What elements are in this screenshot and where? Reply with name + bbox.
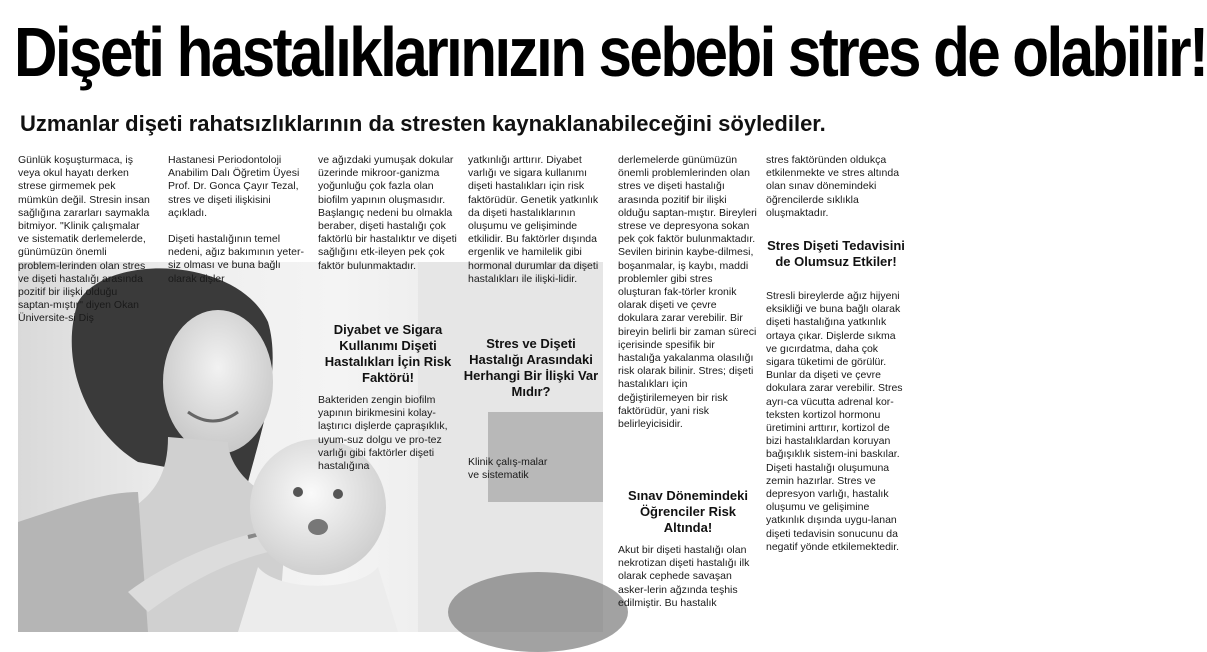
column-2-text-b: Dişeti hastalığının temel nedeni, ağız bakımının yeter-siz olması ve buna bağlı olarak dişler [168,233,304,285]
box-diyabet-text: Bakteriden zengin biofilm yapının birikmesini kolay-laştırıcı dişlerde çapraşıklık, uyum-suz dolgu ve pro-tez varlığı gibi faktörler dişeti hastalığına [318,394,448,473]
box-tedavi-title: Stres Dişeti Tedavisini de Olumsuz Etkiler! [767,238,905,269]
box-sinav-title: Sınav Dönemindeki Öğrenciler Risk Altında! [628,488,748,535]
column-1-text: Günlük koşuşturmaca, iş veya okul hayatı derken strese girmemek pek mümkün değil. Stresin insan sağlığına zararları saymakla bitmiyor. "Klinik çalışmalar ve sistematik derlemelerde, günümüzün önemli problem-lerinden olan stres ve dişeti hastalığı arasında pozitif bir ilişki olduğu saptan-mıştır" diyen Okan Üniversite-si Diş [18,154,150,325]
box-stres-text: Klinik çalış-malar ve sistematik [468,456,548,482]
box-diyabet-title: Diyabet ve Sigara Kullanımı Dişeti Hastalıkları İçin Risk Faktörü! [324,322,452,385]
column-5 [618,154,758,431]
column-2-text: Hastanesi Periodontoloji Anabilim Dalı Öğretim Üyesi Prof. Dr. Gonca Çayır Tezal, stres ve dişeti ilişkisini açıkladı. [168,154,300,219]
subheadline: Uzmanlar dişeti rahatsızlıklarının da stresten kaynaklanabileceğini söylediler. [20,111,826,136]
column-5-text: derlemelerde günümüzün önemli problemlerinden olan stres ve dişeti hastalığı arasında pozitif bir ilişki olduğu saptan-mıştır. Bireyleri strese ve depresyona sokan pek çok faktör bulunmaktadır. Sevilen birinin kaybe-dilmesi, boşanmalar, iş kaybı, maddi problemler gibi stres oluşturan fak-törler kronik olarak dişeti ve çevre dokulara zarar verebilir. Bir bireyin belirli bir zaman süreci içerisinde spesifik bir hastalığa yakalanma olasılığı risk olarak bilinir. Stres; dişeti hastalıkları için değiştirilemeyen bir risk faktörüdür, yani risk belirleyicisidir. [618,154,757,431]
column-6-text-b: Stresli bireylerde ağız hijyeni eksikliği ve buna bağlı olarak dişeti hastalığına yatkınlık ortaya çıkar. Dişlerde sıkma ve gıcırdatma, daha çok sigara tüketimi de görülür. Bunlar da dişeti ve çevre dokulara zarar verebilir. Stres ayrı-ca vücutta adrenal kor-teksten kortizol hormonu üretimini arttırır, kortizol de bizi hastalıklardan koruyan bağışıklık sistem-ini baskılar. Dişeti hastalığı oluşumuna zemin hazırlar. Stres ve depresyon varlığı, hastalık oluşumu ve gelişimine yatkınlık dışında uygu-lanan dişeti tedavisin sonucunu da negatif yönde etkilemektedir. [766,290,903,553]
headline: Dişeti hastalıklarınızın sebebi stres de olabilir! [14,13,1207,91]
column-3-text: ve ağızdaki yumuşak dokular üzerinde mikroor-ganizma yoğunluğu çok fazla olan biofilm yapının oluşmasıdır. Başlangıç nedeni bu olmakla beraber, dişeti hastalığı çok faktörlü bir hastalıktır ve dişeti sağlığını etk-ileyen pek çok faktör bulunmaktadır. [318,154,457,272]
column-1 [18,154,150,326]
column-4 [468,154,608,286]
column-4-text: yatkınlığı arttırır. Diyabet varlığı ve sigara kullanımı dişeti hastalıkları için risk faktörüdür. Genetik yatkınlık da dişeti hastalıklarının oluşumu ve gelişiminde etkilidir. Bu faktörler dışında ergenlik ve hamilelik gibi hormonal durumlar da dişeti hastalıkları ile ilişki-lidir. [468,154,599,285]
column-3 [318,154,458,273]
box-stres-title: Stres ve Dişeti Hastalığı Arasındaki Herhangi Bir İlişki Var Mıdır? [463,336,599,399]
column-5-text-b: Akut bir dişeti hastalığı olan nekrotizan dişeti hastalığı ilk olarak cephede savaşan asker-lerin ağzında teşhis edilmiştir. Bu hastalık [618,544,750,609]
column-2 [168,154,308,286]
column-6-text: stres faktöründen oldukça etkilenmekte ve stres altında olan sınav dönemindeki öğrencilerde sıklıkla oluşmaktadır. [766,154,900,219]
column-6 [766,154,906,220]
